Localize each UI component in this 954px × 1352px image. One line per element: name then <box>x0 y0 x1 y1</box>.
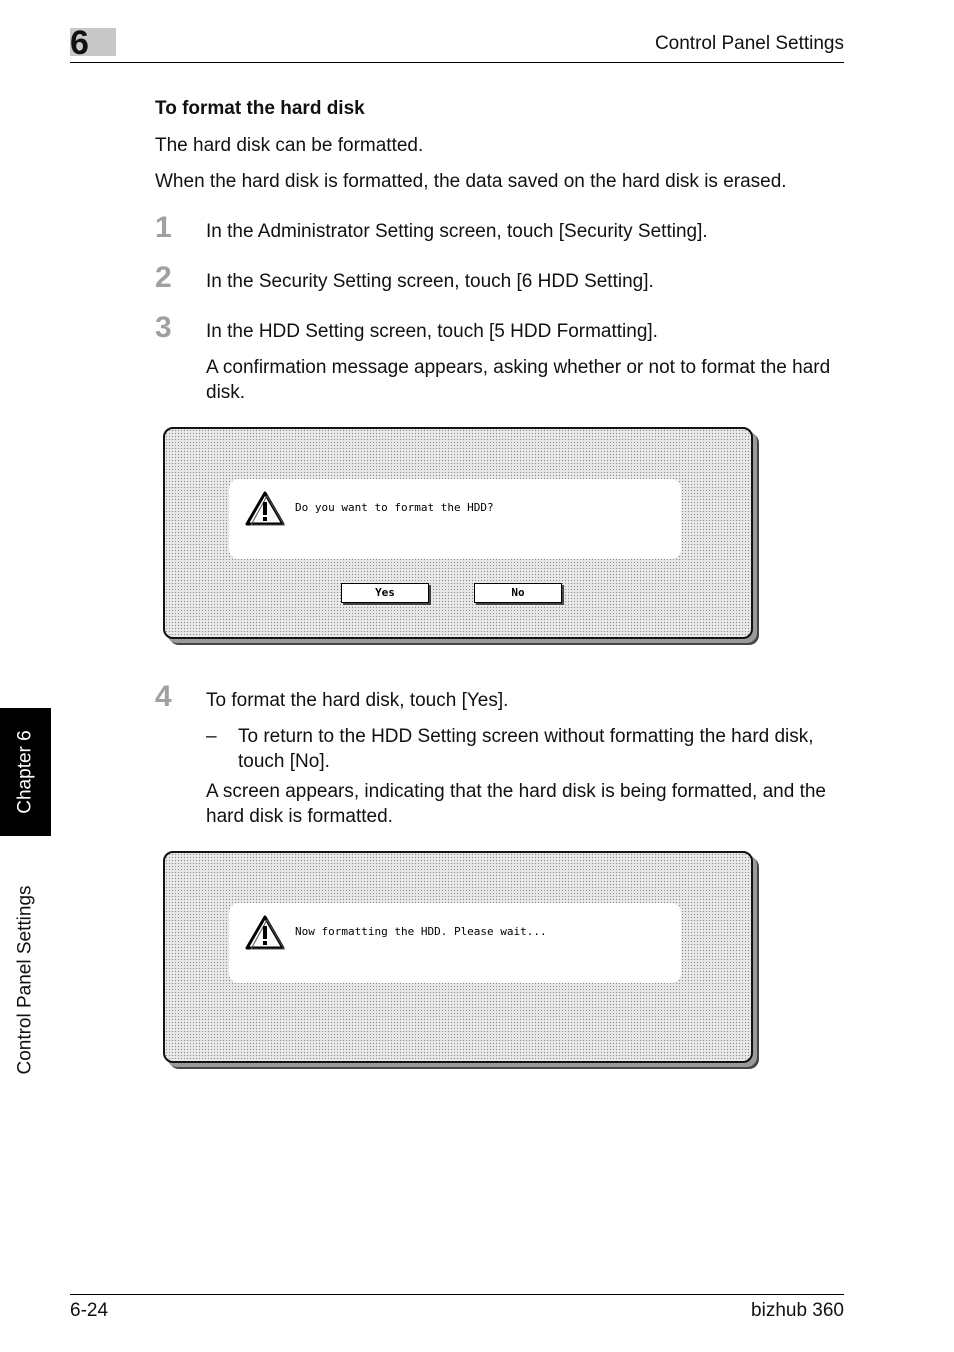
confirm-message: Do you want to format the HDD? <box>295 501 494 514</box>
intro-paragraph-1: The hard disk can be formatted. <box>155 135 424 156</box>
message-box <box>229 479 681 559</box>
side-section-label-wrap <box>0 850 51 1110</box>
step-number-4: 4 <box>155 680 172 713</box>
no-button[interactable]: No <box>474 583 562 603</box>
warning-icon <box>245 491 285 527</box>
product-name: bizhub 360 <box>751 1300 844 1321</box>
step-sub-4: To return to the HDD Setting screen without formatting the hard disk, touch [No]. <box>238 726 814 772</box>
side-section-label: Control Panel Settings <box>14 885 36 1075</box>
chapter-number: 6 <box>70 24 89 62</box>
step-text-1: In the Administrator Setting screen, touch [Security Setting]. <box>206 221 708 242</box>
step-text-4: To format the hard disk, touch [Yes]. <box>206 690 509 711</box>
yes-button[interactable]: Yes <box>341 583 429 603</box>
footer-divider <box>70 1294 844 1295</box>
step-text-3: In the HDD Setting screen, touch [5 HDD Formatting]. <box>206 321 658 342</box>
step-number-1: 1 <box>155 211 172 244</box>
header-title: Control Panel Settings <box>654 33 844 54</box>
confirm-format-screen <box>163 427 753 639</box>
chapter-side-tab-label-wrap <box>0 708 51 836</box>
message-box <box>229 903 681 983</box>
header-divider <box>70 62 844 63</box>
step-number-2: 2 <box>155 261 172 294</box>
page-number: 6-24 <box>70 1300 109 1321</box>
step-number-3: 3 <box>155 311 172 344</box>
warning-icon <box>245 915 285 951</box>
step-text-2: In the Security Setting screen, touch [6 HDD Setting]. <box>206 271 654 292</box>
step-note-3: A confirmation message appears, asking whether or not to format the hard disk. <box>206 357 831 403</box>
section-heading: To format the hard disk <box>155 98 365 119</box>
intro-paragraph-2: When the hard disk is formatted, the data saved on the hard disk is erased. <box>155 171 787 192</box>
formatting-message: Now formatting the HDD. Please wait... <box>295 925 547 938</box>
chapter-side-tab-label: Chapter 6 <box>14 730 36 814</box>
bullet-dash: – <box>206 726 217 747</box>
step-note-4: A screen appears, indicating that the hard disk is being formatted, and the hard disk is formatted. <box>206 781 826 827</box>
formatting-progress-screen <box>163 851 753 1063</box>
